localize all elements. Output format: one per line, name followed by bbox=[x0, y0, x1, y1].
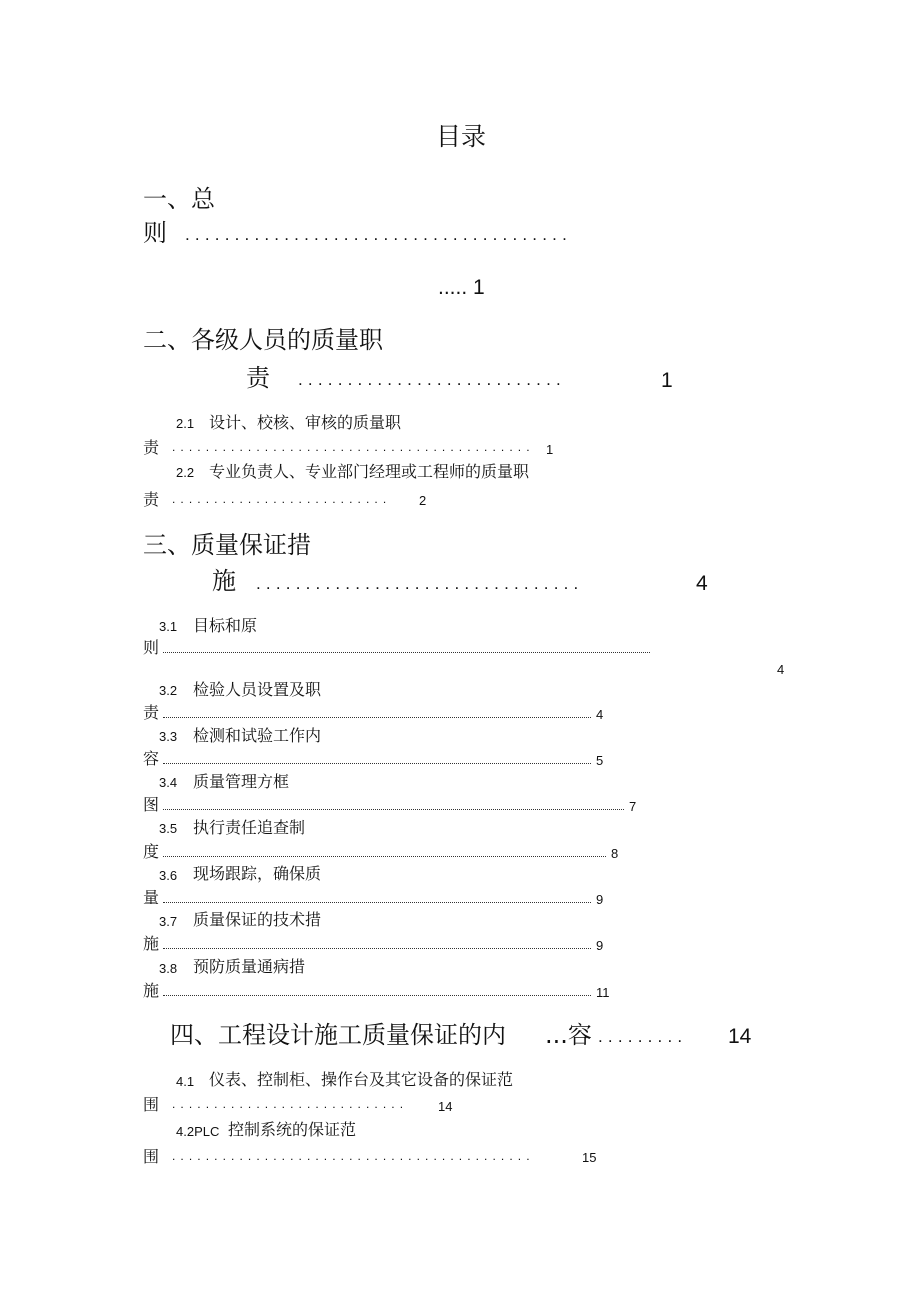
item-2-1-number: 2.1 bbox=[176, 416, 195, 431]
section-3-leader: ................................. bbox=[256, 574, 584, 593]
section-3-label: 三、质量保证措 bbox=[143, 531, 311, 559]
item-2-2-title: 专业负责人、专业部门经理或工程师的质量职 bbox=[209, 462, 530, 481]
section-4-page: 14 bbox=[728, 1025, 752, 1048]
item-2-1-page: 1 bbox=[546, 442, 554, 457]
item-3-7-title-cont: 施 bbox=[143, 934, 160, 953]
item-3-6-page: 9 bbox=[596, 892, 604, 907]
item-3-2-number: 3.2 bbox=[159, 683, 178, 698]
item-3-3-leader bbox=[163, 763, 591, 764]
item-4-1-leader: ............................ bbox=[172, 1097, 409, 1111]
item-4-2-page: 15 bbox=[582, 1150, 597, 1165]
item-3-6-title: 现场跟踪，确保质 bbox=[193, 864, 322, 883]
item-3-8-leader bbox=[163, 995, 591, 996]
item-3-2-page: 4 bbox=[596, 707, 604, 722]
item-3-4-page: 7 bbox=[629, 799, 637, 814]
item-4-1-title: 仪表、控制柜、操作台及其它设备的保证范 bbox=[209, 1070, 514, 1089]
section-3-page: 4 bbox=[696, 572, 708, 595]
item-3-2-title-cont: 责 bbox=[143, 703, 160, 722]
item-3-1-number: 3.1 bbox=[159, 619, 178, 634]
item-3-7-leader bbox=[163, 948, 591, 949]
item-3-7-number: 3.7 bbox=[159, 914, 178, 929]
item-3-8-title-cont: 施 bbox=[143, 981, 160, 1000]
item-4-2-title: 控制系统的保证范 bbox=[228, 1120, 357, 1139]
section-4-label: 四、工程设计施工质量保证的内 bbox=[170, 1021, 506, 1049]
item-3-3-page: 5 bbox=[596, 753, 604, 768]
section-4-label-cont: ...容 bbox=[545, 1021, 592, 1049]
item-3-5-page: 8 bbox=[611, 846, 619, 861]
item-3-6-number: 3.6 bbox=[159, 868, 178, 883]
item-4-1-page: 14 bbox=[438, 1099, 453, 1114]
item-3-4-leader bbox=[163, 809, 624, 810]
item-3-3-number: 3.3 bbox=[159, 729, 178, 744]
item-3-4-title-cont: 图 bbox=[143, 795, 160, 814]
item-3-8-number: 3.8 bbox=[159, 961, 178, 976]
item-3-8-title: 预防质量通病措 bbox=[193, 957, 306, 976]
item-3-7-page: 9 bbox=[596, 938, 604, 953]
item-3-3-title: 检测和试验工作内 bbox=[193, 726, 322, 745]
section-1-leader: ....................................... bbox=[185, 225, 573, 244]
item-4-2-leader: ........................................... bbox=[172, 1149, 535, 1163]
item-3-6-leader bbox=[163, 902, 591, 903]
section-1-label-cont: 则 bbox=[143, 219, 167, 247]
item-4-1-title-cont: 围 bbox=[143, 1095, 160, 1114]
item-4-2-title-cont: 围 bbox=[143, 1147, 160, 1166]
section-2-page: 1 bbox=[661, 369, 673, 392]
section-2-leader: ........................... bbox=[298, 370, 566, 389]
item-3-3-title-cont: 容 bbox=[143, 749, 160, 768]
document-title: 目录 bbox=[436, 122, 487, 151]
item-3-7-title: 质量保证的技术措 bbox=[193, 910, 322, 929]
item-3-4-title: 质量管理方框 bbox=[193, 772, 290, 791]
item-2-2-page: 2 bbox=[419, 493, 427, 508]
item-3-5-number: 3.5 bbox=[159, 821, 178, 836]
item-3-1-title: 目标和原 bbox=[193, 616, 258, 635]
item-3-2-leader bbox=[163, 717, 591, 718]
item-3-4-number: 3.4 bbox=[159, 775, 178, 790]
section-2-label: 二、各级人员的质量职 bbox=[143, 326, 383, 354]
item-2-1-title: 设计、校核、审核的质量职 bbox=[209, 413, 402, 432]
item-3-8-page: 11 bbox=[596, 985, 610, 1000]
item-3-5-leader bbox=[163, 856, 606, 857]
item-2-1-leader: ........................................... bbox=[172, 440, 535, 454]
item-3-1-leader bbox=[163, 652, 650, 653]
item-2-2-number: 2.2 bbox=[176, 465, 195, 480]
item-3-5-title-cont: 度 bbox=[143, 842, 160, 861]
section-2-label-cont: 责 bbox=[246, 364, 270, 392]
item-3-5-title: 执行责任追查制 bbox=[193, 818, 306, 837]
item-2-1-title-cont: 责 bbox=[143, 438, 160, 457]
item-3-6-title-cont: 量 bbox=[143, 888, 160, 907]
section-1-page: ..... 1 bbox=[438, 276, 485, 299]
item-3-2-title: 检验人员设置及职 bbox=[193, 680, 322, 699]
section-4-leader: ......... bbox=[598, 1027, 688, 1046]
item-2-2-title-cont: 责 bbox=[143, 490, 160, 509]
item-2-2-leader: .......................... bbox=[172, 492, 392, 506]
item-4-2-number: 4.2PLC bbox=[176, 1124, 220, 1139]
item-3-1-page: 4 bbox=[777, 662, 785, 677]
section-1-label: 一、总 bbox=[143, 185, 215, 213]
item-4-1-number: 4.1 bbox=[176, 1074, 195, 1089]
item-3-1-title-cont: 则 bbox=[143, 638, 160, 657]
section-3-label-cont: 施 bbox=[212, 567, 236, 595]
